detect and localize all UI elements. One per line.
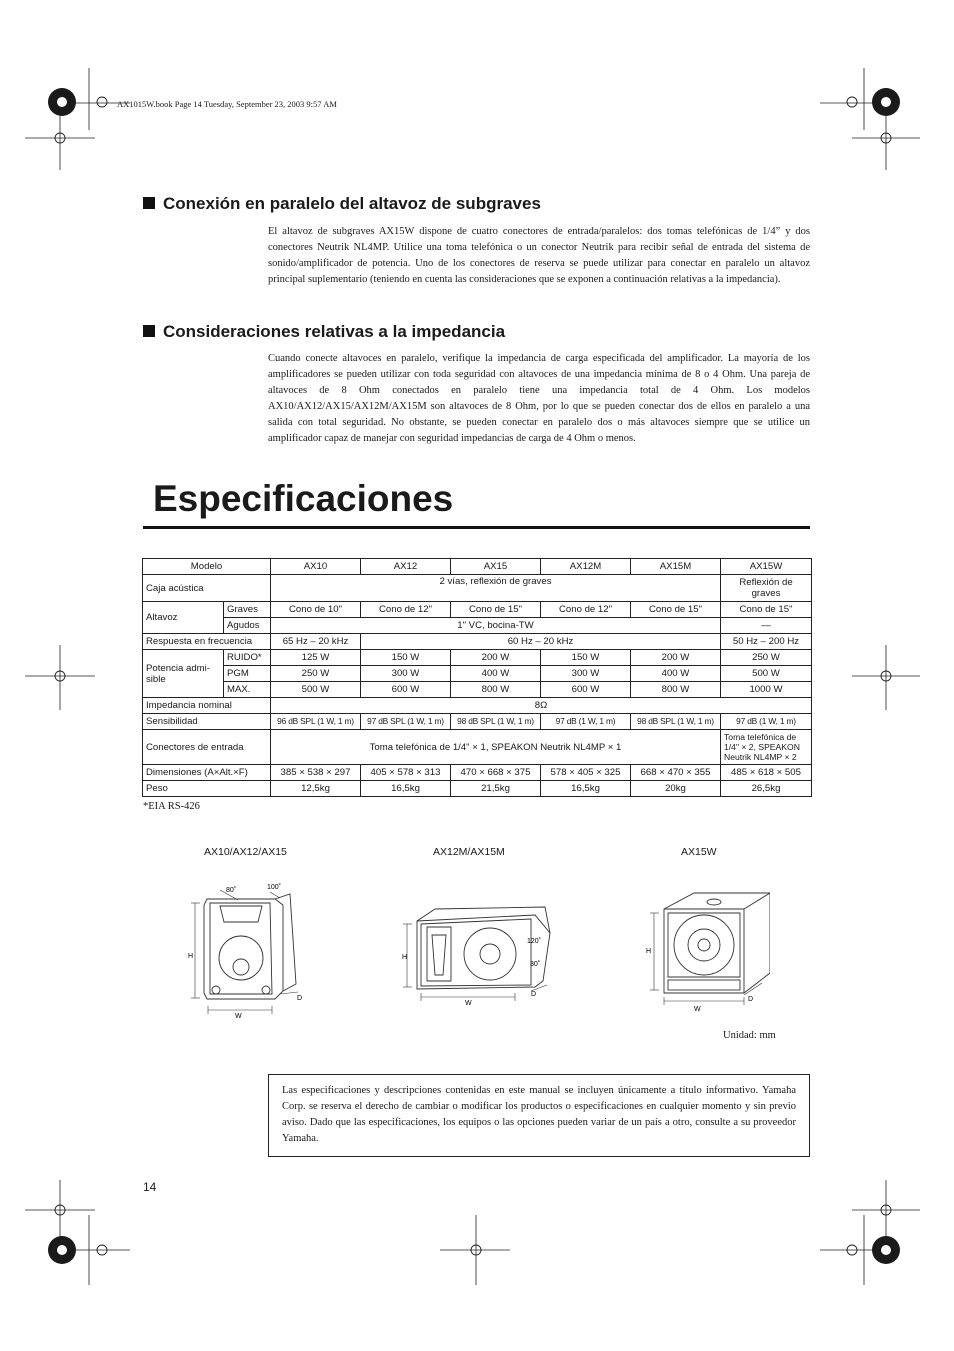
model-cell: AX15M [631,559,721,575]
max-cell: 600 W [541,682,631,698]
page-title: Especificaciones [153,478,454,519]
angle-label: 100˚ [267,884,282,891]
woofer-cell: Cono de 12" [541,602,631,618]
section-body-impedance: Cuando conecte altavoces en paralelo, verifique la impedancia de carga especificada del amplificador. La mayoría de los amplificadores se pueden utilizar con toda seguridad con altavoces de una impedancia mínima de 8 o 4 Ohm. Una pareja de altavoces de 8 Ohm conectados en paralelo tiene una impedancia total de 4 Ohm. Los modelos AX10/AX12/AX15/AX12M/AX15M son altavoces de 8 Ohm, por lo que se pueden conectar dos de ellos en paralelo a una salida con total seguridad. No obstante, se pueden conectar en paralelo dos o más altavoces siempre que se utilice un amplificador capaz de manejar con seguridad impedancias de carga de 4 Ohm o menos. [268,353,810,444]
dimension-label: H [646,948,652,955]
freq-label: Respuesta en frecuencia [143,634,271,650]
dimensions-cell: 485 × 618 × 505 [721,765,812,781]
table-row [143,575,812,602]
table-row [143,559,812,575]
weight-cell: 21,5kg [451,781,541,797]
speaker-diagram-ax10 [180,878,320,1023]
sensitivity-cell: 97 dB (1 W, 1 m) [721,714,812,730]
section-body-parallel: El altavoz de subgraves AX15W dispone de cuatro conectores de entrada/paralelos: dos tomas telefónicas de 1/4” y dos conectores Neutrik NL4MP. Utilice una toma telefónica o un conector Neutrik para recibir señal de entrada del sistema de sonido/amplificador de potencia. Uno de los conectores de reserva se puede utilizar para conectar en paralelo un altavoz principal suplementario (teniendo en cuenta las consideraciones que se exponen a continuación relativas a la impedancia). [268,226,810,285]
freq-ax15w: 50 Hz – 200 Hz [721,634,812,650]
square-bullet-icon [143,197,155,209]
table-row [143,602,812,618]
model-cell: AX12M [541,559,631,575]
dimensions-cell: 385 × 538 × 297 [271,765,361,781]
dimensions-label: Dimensiones (A×Alt.×F) [143,765,271,781]
dimension-label: H [188,953,194,960]
title-rule [143,526,810,529]
section-heading-text: Consideraciones relativas a la impedancia [163,322,506,341]
disclaimer-box: Las especificaciones y descripciones contenidas en este manual se incluyen únicamente a título informativo. Yamaha Corp. se reserva el derecho de cambiar o modificar los productos o especificaciones en cualquier momento y sin previo aviso. Dado que las especificaciones, los equipos o las opciones pueden variar de un país a otro, consulte a su proveedor Yamaha. [268,1074,810,1157]
speaker-diagram-ax12m [395,905,565,1010]
unit-note: Unidad: mm [723,1030,776,1041]
diagram-label-ax15w: AX15W [681,846,717,858]
model-cell: AX10 [271,559,361,575]
angle-label: 80˚ [226,887,237,894]
dimension-label: W [465,1000,472,1007]
footnote: *EIA RS-426 [143,801,200,812]
noise-cell: 150 W [541,650,631,666]
pgm-cell: 250 W [271,666,361,682]
table-row [143,698,812,714]
enclosure-shared: 2 vías, reflexión de graves [271,575,721,602]
woofer-cell: Cono de 12" [361,602,451,618]
max-cell: 600 W [361,682,451,698]
woofer-cell: Cono de 15" [631,602,721,618]
speaker-label: Altavoz [143,602,224,634]
impedance-label: Impedancia nominal [143,698,271,714]
woofer-label: Graves [224,602,271,618]
impedance-value: 8Ω [271,698,812,714]
weight-cell: 12,5kg [271,781,361,797]
model-label: Modelo [143,559,271,575]
diagram-label-ax10: AX10/AX12/AX15 [204,846,287,858]
sensitivity-label: Sensibilidad [143,714,271,730]
max-cell: 800 W [451,682,541,698]
section-heading-parallel [143,194,541,214]
sensitivity-cell: 97 dB SPL (1 W, 1 m) [361,714,451,730]
noise-cell: 250 W [721,650,812,666]
sensitivity-cell: 98 dB SPL (1 W, 1 m) [451,714,541,730]
dimension-label: D [297,995,303,1002]
woofer-cell: Cono de 10" [271,602,361,618]
dimension-label: D [748,996,754,1003]
diagram-label-ax12m: AX12M/AX15M [433,846,505,858]
connectors-ax15w: Toma telefónica de 1/4" × 2, SPEAKON Neutrik NL4MP × 2 [721,730,812,765]
table-row [143,730,812,765]
sensitivity-cell: 98 dB SPL (1 W, 1 m) [631,714,721,730]
table-row [143,634,812,650]
woofer-cell: Cono de 15" [451,602,541,618]
angle-label: 30˚ [530,961,541,968]
dimension-label: W [235,1013,242,1020]
dimensions-cell: 668 × 470 × 355 [631,765,721,781]
noise-label: RUIDO* [224,650,271,666]
page-number: 14 [143,1180,157,1194]
noise-cell: 200 W [451,650,541,666]
weight-cell: 16,5kg [361,781,451,797]
pgm-cell: 300 W [361,666,451,682]
square-bullet-icon [143,325,155,337]
noise-cell: 125 W [271,650,361,666]
print-header-note: AX1015W.book Page 14 Tuesday, September 23, 2003 9:57 AM [117,99,337,109]
pgm-cell: 400 W [451,666,541,682]
table-row [143,682,812,698]
weight-label: Peso [143,781,271,797]
table-row [143,650,812,666]
sensitivity-cell: 97 dB (1 W, 1 m) [541,714,631,730]
connectors-shared: Toma telefónica de 1/4" × 1, SPEAKON Neutrik NL4MP × 1 [271,730,721,765]
weight-cell: 26,5kg [721,781,812,797]
noise-cell: 200 W [631,650,721,666]
section-heading-text: Conexión en paralelo del altavoz de subgraves [163,194,541,213]
max-cell: 500 W [271,682,361,698]
dimension-label: W [694,1006,701,1013]
table-row [143,618,812,634]
dimensions-cell: 405 × 578 × 313 [361,765,451,781]
table-row [143,666,812,682]
model-cell: AX15 [451,559,541,575]
spec-table [142,558,812,797]
tweeter-ax15w: — [721,618,812,634]
max-cell: 800 W [631,682,721,698]
dimension-label: H [402,954,408,961]
pgm-label: PGM [224,666,271,682]
enclosure-ax15w: Reflexión de graves [721,575,812,602]
weight-cell: 16,5kg [541,781,631,797]
table-row [143,714,812,730]
weight-cell: 20kg [631,781,721,797]
sensitivity-cell: 96 dB SPL (1 W, 1 m) [271,714,361,730]
speaker-diagram-ax15w [640,885,770,1015]
connectors-label: Conectores de entrada [143,730,271,765]
pgm-cell: 300 W [541,666,631,682]
angle-label: 120˚ [527,938,542,945]
dimensions-cell: 470 × 668 × 375 [451,765,541,781]
model-cell: AX12 [361,559,451,575]
table-row [143,781,812,797]
noise-cell: 150 W [361,650,451,666]
power-label: Potencia admi-sible [143,650,224,698]
freq-ax10: 65 Hz – 20 kHz [271,634,361,650]
woofer-cell: Cono de 15" [721,602,812,618]
dimension-label: D [531,991,537,998]
pgm-cell: 400 W [631,666,721,682]
dimensions-cell: 578 × 405 × 325 [541,765,631,781]
max-cell: 1000 W [721,682,812,698]
tweeter-shared: 1" VC, bocina-TW [271,618,721,634]
enclosure-label: Caja acústica [143,575,271,602]
section-heading-impedance [143,322,505,342]
table-row [143,765,812,781]
model-cell: AX15W [721,559,812,575]
freq-shared: 60 Hz – 20 kHz [361,634,721,650]
max-label: MAX. [224,682,271,698]
pgm-cell: 500 W [721,666,812,682]
tweeter-label: Agudos [224,618,271,634]
